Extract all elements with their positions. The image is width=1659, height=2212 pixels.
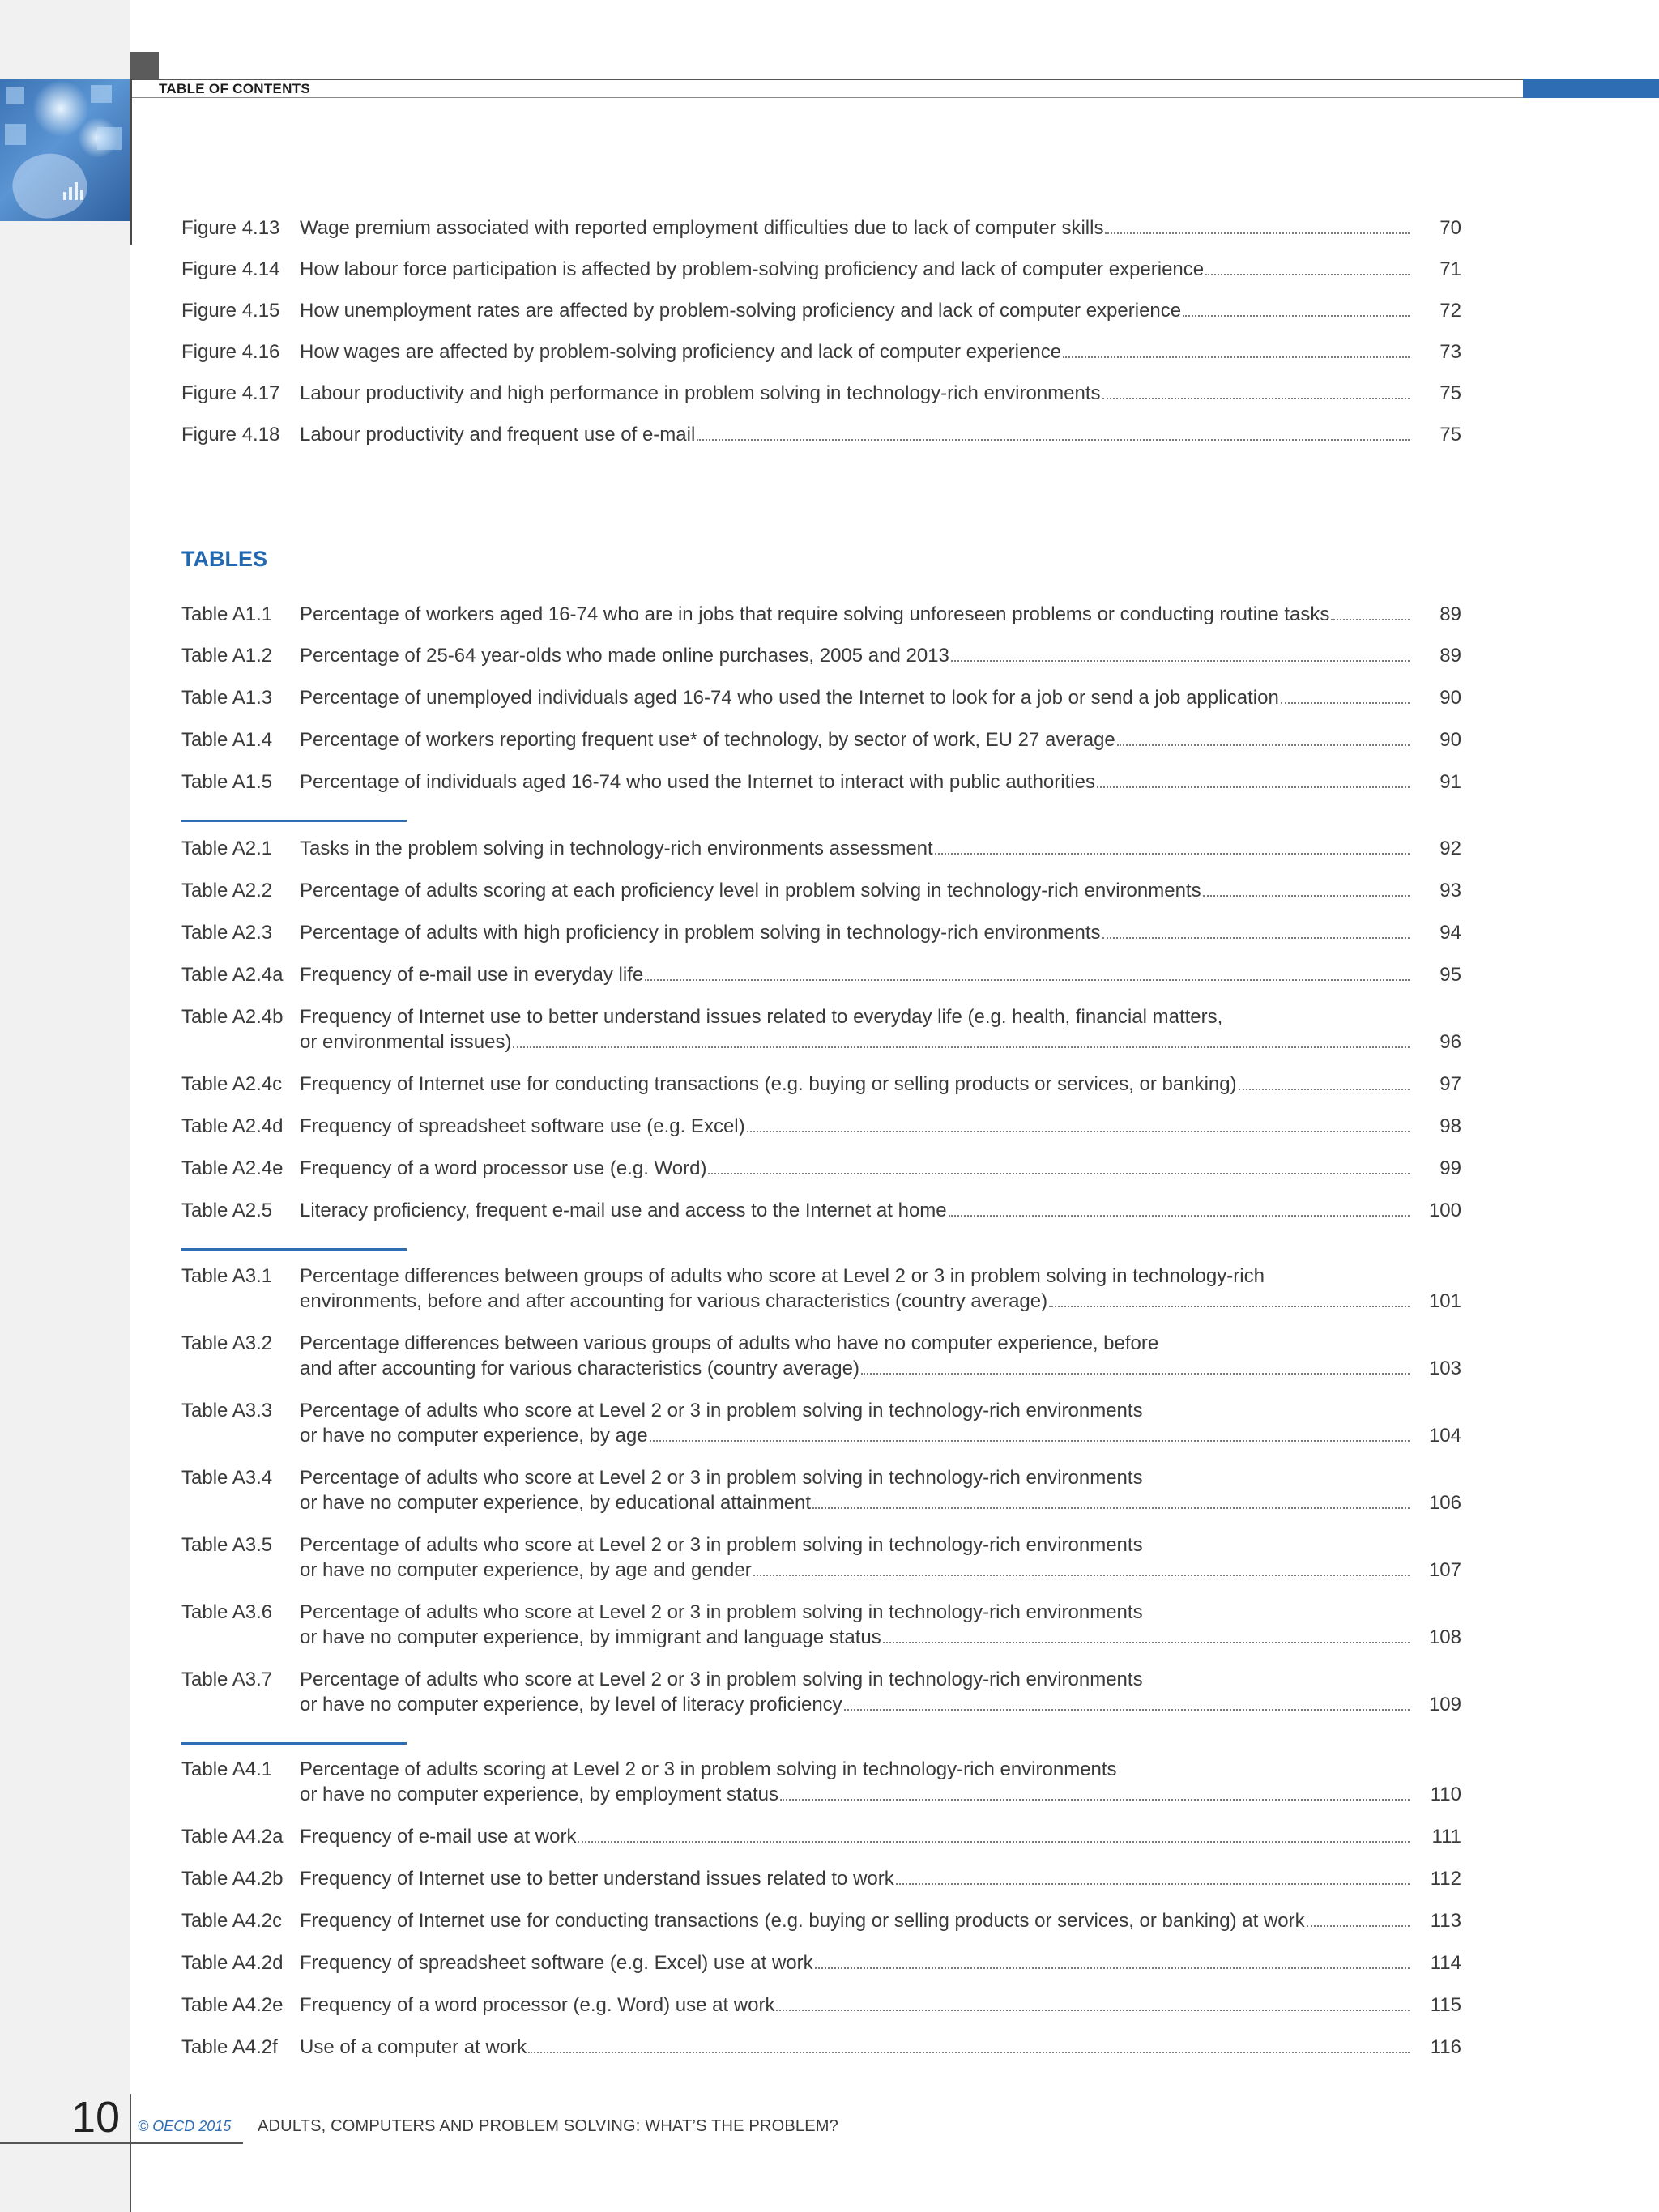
dot-leader xyxy=(747,1131,1410,1132)
toc-entry-table[interactable] xyxy=(181,1331,1461,1381)
entry-label: Table A3.6 xyxy=(181,1601,273,1623)
header-blue-bar xyxy=(1523,79,1659,98)
dot-leader xyxy=(708,1173,1410,1174)
entry-title: or have no computer experience, by level of literacy proficiency xyxy=(300,1694,842,1715)
dot-leader xyxy=(815,1967,1410,1969)
entry-title: Percentage of individuals aged 16-74 who used the Internet to interact with public authorities xyxy=(300,771,1095,793)
entry-label: Table A2.3 xyxy=(181,922,273,944)
toc-entry-table[interactable] xyxy=(181,2035,1461,2060)
entry-title-line: Percentage of adults who score at Level 2 or 3 in problem solving in technology-rich environments xyxy=(300,1400,1143,1421)
entry-title: Frequency of spreadsheet software (e.g. Excel) use at work xyxy=(300,1952,813,1974)
toc-entry-table[interactable] xyxy=(181,1824,1461,1849)
entry-title: Labour productivity and high performance in problem solving in technology-rich environments xyxy=(300,382,1101,404)
toc-entry-table[interactable] xyxy=(181,1667,1461,1717)
entry-label: Table A1.2 xyxy=(181,645,273,667)
entry-label: Table A3.1 xyxy=(181,1265,273,1287)
entry-page-number: 116 xyxy=(1430,2036,1461,2058)
dot-leader xyxy=(883,1642,1410,1643)
dot-leader xyxy=(1117,744,1410,746)
entry-title: or have no computer experience, by age xyxy=(300,1425,648,1447)
toc-entry-table[interactable] xyxy=(181,1532,1461,1583)
toc-entry-table[interactable] xyxy=(181,769,1461,795)
entry-page-number: 93 xyxy=(1439,880,1461,901)
entry-label: Table A2.4e xyxy=(181,1157,284,1179)
dot-leader xyxy=(697,439,1410,441)
entry-page-number: 114 xyxy=(1430,1952,1461,1974)
entry-title: Frequency of a word processor use (e.g. Word) xyxy=(300,1157,707,1179)
entry-label: Table A2.2 xyxy=(181,880,273,901)
entry-title: Percentage of workers reporting frequent use* of technology, by sector of work, EU 27 average xyxy=(300,729,1115,751)
dot-leader xyxy=(949,1215,1410,1217)
header-rule-bottom xyxy=(130,97,1523,98)
toc-entry-table[interactable] xyxy=(181,602,1461,627)
toc-entry-figure[interactable] xyxy=(181,381,1461,406)
toc-entry-table[interactable] xyxy=(181,1264,1461,1314)
entry-title: Frequency of spreadsheet software use (e.g. Excel) xyxy=(300,1115,745,1137)
dot-leader xyxy=(1102,398,1410,399)
toc-entry-figure[interactable] xyxy=(181,422,1461,447)
entry-page-number: 112 xyxy=(1430,1868,1461,1890)
entry-title: and after accounting for various characteristics (country average) xyxy=(300,1357,859,1379)
entry-page-number: 111 xyxy=(1431,1826,1461,1848)
dot-leader xyxy=(1281,702,1410,704)
entry-page-number: 96 xyxy=(1439,1031,1461,1053)
dot-leader xyxy=(1102,937,1410,939)
header-decorative-image xyxy=(0,79,130,221)
entry-label: Table A3.5 xyxy=(181,1534,273,1556)
entry-page-number: 98 xyxy=(1439,1115,1461,1137)
entry-page-number: 89 xyxy=(1439,603,1461,625)
entry-title: Frequency of e-mail use at work xyxy=(300,1826,577,1848)
entry-label: Table A2.4c xyxy=(181,1073,283,1095)
entry-page-number: 113 xyxy=(1430,1910,1461,1932)
entry-title: Literacy proficiency, frequent e-mail use and access to the Internet at home xyxy=(300,1200,947,1221)
entry-page-number: 75 xyxy=(1439,382,1461,404)
entry-title-line: Percentage differences between various groups of adults who have no computer experience, before xyxy=(300,1332,1159,1354)
dot-leader xyxy=(1203,895,1410,897)
entry-title-line: Percentage of adults who score at Level 2 or 3 in problem solving in technology-rich environments xyxy=(300,1534,1143,1556)
entry-page-number: 107 xyxy=(1428,1559,1461,1581)
entry-page-number: 115 xyxy=(1430,1994,1461,2016)
toc-entry-figure[interactable] xyxy=(181,339,1461,364)
toc-entry-table[interactable] xyxy=(181,643,1461,668)
entry-label: Table A1.1 xyxy=(181,603,273,625)
entry-page-number: 94 xyxy=(1439,922,1461,944)
entry-title: Percentage of adults scoring at each proficiency level in problem solving in technology-rich environments xyxy=(300,880,1201,901)
entry-label: Table A3.3 xyxy=(181,1400,273,1421)
entry-title: How labour force participation is affected by problem-solving proficiency and lack of computer experience xyxy=(300,258,1205,280)
running-header-title: TABLE OF CONTENTS xyxy=(159,81,311,96)
entry-label: Table A2.4b xyxy=(181,1006,284,1028)
entry-title: or have no computer experience, by age and gender xyxy=(300,1559,752,1581)
entry-label: Figure 4.13 xyxy=(181,217,280,239)
entry-title-line: Percentage of adults who score at Level 2 or 3 in problem solving in technology-rich environments xyxy=(300,1669,1143,1690)
dot-leader xyxy=(645,979,1410,981)
dot-leader xyxy=(896,1883,1410,1885)
toc-entry-table[interactable] xyxy=(181,1866,1461,1891)
toc-entry-table[interactable] xyxy=(181,962,1461,987)
dot-leader xyxy=(650,1440,1410,1442)
entry-title: Labour productivity and frequent use of e-mail xyxy=(300,424,696,445)
dot-leader xyxy=(1331,619,1410,620)
entry-title: Frequency of a word processor (e.g. Word) use at work xyxy=(300,1994,775,2016)
entry-label: Table A4.2d xyxy=(181,1952,284,1974)
footer-vertical-rule xyxy=(130,2094,131,2212)
toc-entry-table[interactable] xyxy=(181,920,1461,945)
dot-leader xyxy=(844,1709,1410,1711)
entry-page-number: 106 xyxy=(1428,1492,1461,1514)
entry-title: Tasks in the problem solving in technology-rich environments assessment xyxy=(300,837,933,859)
entry-title: Percentage of unemployed individuals aged 16-74 who used the Internet to look for a job or send a job application xyxy=(300,687,1279,709)
entry-label: Figure 4.16 xyxy=(181,341,280,363)
entry-page-number: 109 xyxy=(1428,1694,1461,1715)
entry-label: Table A4.2f xyxy=(181,2036,278,2058)
footer-rule xyxy=(0,2142,243,2144)
entry-page-number: 95 xyxy=(1439,964,1461,986)
entry-label: Table A4.2c xyxy=(181,1910,283,1932)
page-number: 10 xyxy=(71,2093,121,2142)
dot-leader xyxy=(528,2052,1410,2053)
entry-title: Frequency of Internet use for conducting transactions (e.g. buying or selling products or services, or banking) at work xyxy=(300,1910,1305,1932)
entry-title: Use of a computer at work xyxy=(300,2036,527,2058)
entry-page-number: 101 xyxy=(1428,1290,1461,1312)
entry-title: How unemployment rates are affected by problem-solving proficiency and lack of computer experience xyxy=(300,300,1182,322)
dot-leader xyxy=(578,1841,1410,1843)
entry-title: or have no computer experience, by immigrant and language status xyxy=(300,1626,881,1648)
header-vertical-rule xyxy=(130,79,132,245)
entry-title: Percentage of 25-64 year-olds who made online purchases, 2005 and 2013 xyxy=(300,645,949,667)
left-margin-band xyxy=(0,0,130,2212)
entry-title: environments, before and after accounting for various characteristics (country average) xyxy=(300,1290,1048,1312)
toc-entry-table[interactable] xyxy=(181,836,1461,861)
entry-page-number: 100 xyxy=(1428,1200,1461,1221)
entry-label: Figure 4.18 xyxy=(181,424,280,445)
entry-label: Table A1.3 xyxy=(181,687,273,709)
dot-leader xyxy=(1307,1925,1410,1927)
entry-label: Table A3.2 xyxy=(181,1332,273,1354)
toc-entry-table[interactable] xyxy=(181,1004,1461,1055)
toc-entry-table[interactable] xyxy=(181,685,1461,710)
toc-entry-table[interactable] xyxy=(181,727,1461,752)
toc-entry-table[interactable] xyxy=(181,1198,1461,1223)
entry-title-line: Percentage of adults who score at Level 2 or 3 in problem solving in technology-rich environments xyxy=(300,1467,1143,1489)
entry-page-number: 70 xyxy=(1439,217,1461,239)
entry-title: Percentage of workers aged 16-74 who are in jobs that require solving unforeseen problems or conducting routine tasks xyxy=(300,603,1330,625)
dot-leader xyxy=(1239,1089,1410,1090)
entry-label: Table A4.2e xyxy=(181,1994,284,2016)
toc-entry-table[interactable] xyxy=(181,1398,1461,1448)
entry-page-number: 89 xyxy=(1439,645,1461,667)
dot-leader xyxy=(812,1507,1410,1509)
header-grey-tab xyxy=(130,52,159,79)
dot-leader xyxy=(1105,232,1410,234)
entry-page-number: 110 xyxy=(1430,1784,1461,1805)
dot-leader xyxy=(935,853,1410,855)
toc-entry-table[interactable] xyxy=(181,1114,1461,1139)
entry-page-number: 108 xyxy=(1428,1626,1461,1648)
dot-leader xyxy=(951,660,1410,662)
entry-title-line: Frequency of Internet use to better understand issues related to everyday life (e.g. health, financial matters, xyxy=(300,1006,1223,1028)
toc-entry-figure[interactable] xyxy=(181,298,1461,323)
entry-page-number: 92 xyxy=(1439,837,1461,859)
group-divider-rule xyxy=(181,1248,407,1251)
entry-label: Table A4.2a xyxy=(181,1826,284,1848)
toc-entry-table[interactable] xyxy=(181,1156,1461,1181)
entry-page-number: 91 xyxy=(1439,771,1461,793)
entry-label: Table A1.5 xyxy=(181,771,273,793)
entry-page-number: 71 xyxy=(1439,258,1461,280)
toc-entry-table[interactable] xyxy=(181,1600,1461,1650)
entry-label: Table A3.7 xyxy=(181,1669,273,1690)
entry-page-number: 72 xyxy=(1439,300,1461,322)
entry-label: Figure 4.15 xyxy=(181,300,280,322)
entry-title: Wage premium associated with reported employment difficulties due to lack of computer skills xyxy=(300,217,1104,239)
dot-leader xyxy=(1205,274,1410,275)
entry-page-number: 103 xyxy=(1428,1357,1461,1379)
dot-leader xyxy=(753,1575,1410,1576)
entry-title-line: Percentage of adults scoring at Level 2 or 3 in problem solving in technology-rich environments xyxy=(300,1758,1117,1780)
entry-page-number: 99 xyxy=(1439,1157,1461,1179)
entry-title: Frequency of Internet use for conducting transactions (e.g. buying or selling products or services, or banking) xyxy=(300,1073,1237,1095)
entry-label: Table A2.4a xyxy=(181,964,284,986)
header-rule-top xyxy=(130,79,1659,80)
entry-title: How wages are affected by problem-solving proficiency and lack of computer experience xyxy=(300,341,1062,363)
entry-label: Table A2.5 xyxy=(181,1200,273,1221)
footer-publication-title: ADULTS, COMPUTERS AND PROBLEM SOLVING: WHAT’S THE PROBLEM? xyxy=(258,2117,838,2135)
entry-page-number: 90 xyxy=(1439,729,1461,751)
dot-leader xyxy=(1183,315,1410,317)
entry-page-number: 73 xyxy=(1439,341,1461,363)
footer-copyright: © OECD 2015 xyxy=(138,2118,232,2134)
entry-title: or have no computer experience, by educational attainment xyxy=(300,1492,812,1514)
dot-leader xyxy=(513,1046,1410,1048)
entry-page-number: 104 xyxy=(1428,1425,1461,1447)
entry-title: or environmental issues) xyxy=(300,1031,512,1053)
entry-label: Table A4.1 xyxy=(181,1758,273,1780)
entry-page-number: 97 xyxy=(1439,1073,1461,1095)
entry-title-line: Percentage of adults who score at Level 2 or 3 in problem solving in technology-rich environments xyxy=(300,1601,1143,1623)
entry-title: Frequency of Internet use to better understand issues related to work xyxy=(300,1868,894,1890)
entry-label: Figure 4.14 xyxy=(181,258,280,280)
entry-title: Frequency of e-mail use in everyday life xyxy=(300,964,644,986)
dot-leader xyxy=(1097,786,1410,788)
toc-entry-table[interactable] xyxy=(181,1757,1461,1807)
entry-page-number: 90 xyxy=(1439,687,1461,709)
toc-entry-table[interactable] xyxy=(181,1993,1461,2018)
toc-entry-figure[interactable] xyxy=(181,257,1461,282)
toc-entry-table[interactable] xyxy=(181,1950,1461,1975)
dot-leader xyxy=(861,1373,1410,1375)
entry-label: Table A3.4 xyxy=(181,1467,273,1489)
entry-title-line: Percentage differences between groups of adults who score at Level 2 or 3 in problem solving in technology-rich xyxy=(300,1265,1265,1287)
toc-entry-table[interactable] xyxy=(181,1908,1461,1933)
dot-leader xyxy=(776,2010,1410,2011)
toc-entry-figure[interactable] xyxy=(181,215,1461,241)
toc-entry-table[interactable] xyxy=(181,878,1461,903)
entry-title: Percentage of adults with high proficiency in problem solving in technology-rich environments xyxy=(300,922,1101,944)
entry-title: or have no computer experience, by employment status xyxy=(300,1784,778,1805)
entry-label: Table A2.4d xyxy=(181,1115,284,1137)
entry-label: Table A2.1 xyxy=(181,837,273,859)
group-divider-rule xyxy=(181,820,407,822)
dot-leader xyxy=(1049,1306,1410,1307)
entry-label: Figure 4.17 xyxy=(181,382,280,404)
dot-leader xyxy=(1063,356,1410,358)
toc-entry-table[interactable] xyxy=(181,1465,1461,1515)
toc-entry-table[interactable] xyxy=(181,1072,1461,1097)
tables-section-heading: TABLES xyxy=(181,547,267,571)
entry-page-number: 75 xyxy=(1439,424,1461,445)
dot-leader xyxy=(780,1799,1410,1801)
entry-label: Table A1.4 xyxy=(181,729,273,751)
entry-label: Table A4.2b xyxy=(181,1868,284,1890)
group-divider-rule xyxy=(181,1742,407,1745)
